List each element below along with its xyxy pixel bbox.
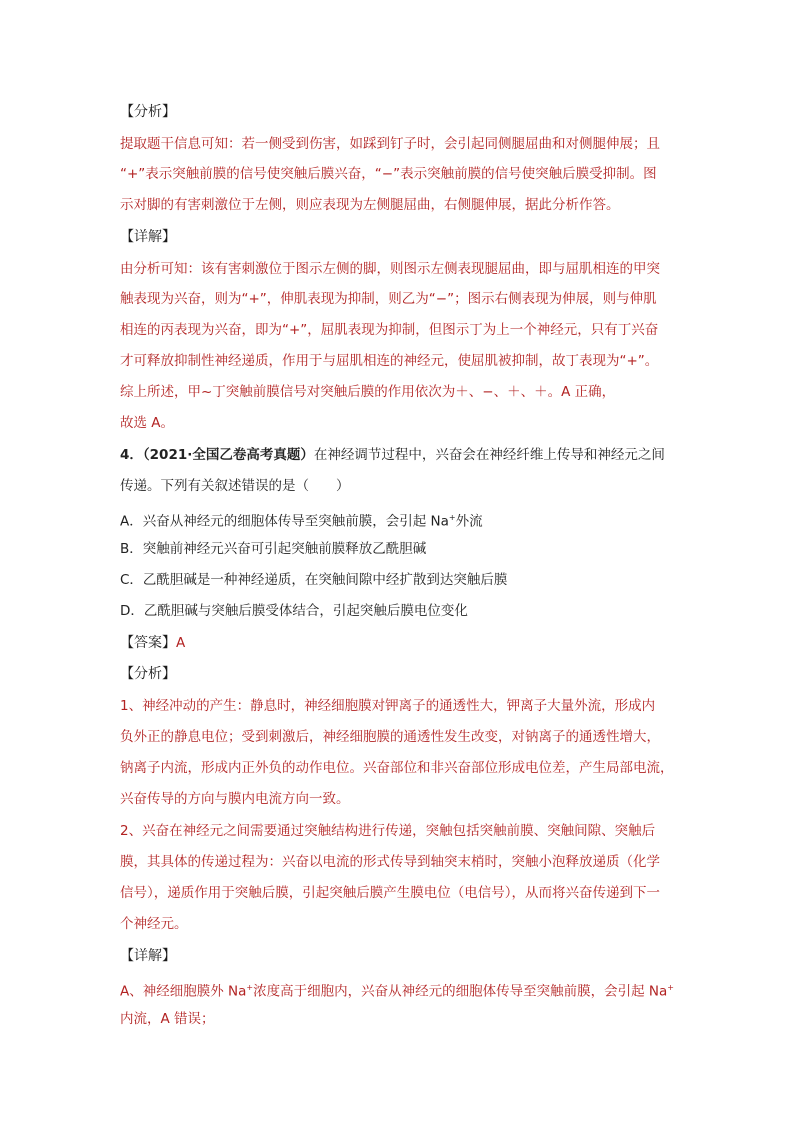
question-source: （2021·全国乙卷高考真题） — [142, 447, 314, 463]
analysis-line: 信号），递质作用于突触后膜，引起突触后膜产生膜电位（电信号），从而将兴奋传递到下一 — [120, 885, 660, 901]
detail-line — [120, 978, 674, 1002]
detail-line: 综上所述，甲~丁突触前膜信号对突触后膜的作用依次为＋、−、＋、＋。A 正确， — [120, 384, 616, 400]
detail-line: 内流，A 错误； — [120, 1011, 215, 1027]
detail-line: 才可释放抑制性神经递质，作用于与屈肌相连的神经元，使屈肌被抑制，故丁表现为“+”。 — [120, 353, 659, 369]
analysis-line: 兴奋传导的方向与膜内电流方向一致。 — [120, 791, 350, 807]
analysis-line: 示对脚的有害刺激位于左侧，则应表现为左侧腿屈曲，右侧腿伸展，据此分析作答。 — [120, 197, 620, 213]
analysis-line: 提取题干信息可知：若一侧受到伤害，如踩到钉子时，会引起同侧腿屈曲和对侧腿伸展；且 — [120, 136, 660, 152]
option-a-superscript: + — [448, 513, 456, 522]
analysis-line: 膜，其具体的传递过程为：兴奋以电流的形式传导到轴突末梢时，突触小泡释放递质（化学 — [120, 854, 660, 870]
analysis-heading: 【分析】 — [120, 666, 176, 682]
analysis-heading: 【分析】 — [120, 104, 176, 120]
analysis-line: 钠离子内流，形成内正外负的动作电位。兴奋部位和非兴奋部位形成电位差，产生局部电流， — [120, 760, 674, 776]
detail-line: 相连的丙表现为兴奋，即为“+”，屈肌表现为抑制，但图示丁为上一个神经元，只有丁兴奋 — [120, 322, 659, 338]
analysis-line: 1、神经冲动的产生：静息时，神经细胞膜对钾离子的通透性大，钾离子大量外流，形成内 — [120, 698, 656, 714]
question-stem-text: 在神经调节过程中，兴奋会在神经纤维上传导和神经元之间 — [313, 447, 665, 463]
detail-text-mid: 浓度高于细胞内，兴奋从神经元的细胞体传导至突触前膜，会引起 Na — [253, 983, 668, 1000]
question-stem — [120, 445, 665, 465]
option-a-text: A．兴奋从神经元的细胞体传导至突触前膜，会引起 Na — [120, 513, 449, 530]
detail-superscript: + — [246, 983, 254, 992]
analysis-line: “+”表示突触前膜的信号使突触后膜兴奋，“−”表示突触前膜的信号使突触后膜受抑制。图 — [120, 166, 657, 182]
analysis-line: 个神经元。 — [120, 916, 188, 932]
analysis-line: 负外正的静息电位；受到刺激后，神经细胞膜的通透性发生改变，对钠离子的通透性增大， — [120, 729, 660, 745]
answer-value: A — [176, 635, 186, 651]
analysis-line: 2、兴奋在神经元之间需要通过突触结构进行传递，突触包括突触前膜、突触间隙、突触后 — [120, 823, 656, 839]
detail-text: A、神经细胞膜外 Na — [120, 983, 247, 1000]
option-d: D．乙酰胆碱与突触后膜受体结合，引起突触后膜电位变化 — [120, 603, 468, 619]
answer-label: 【答案】 — [120, 635, 176, 651]
detail-heading: 【详解】 — [120, 229, 176, 245]
option-c: C．乙酰胆碱是一种神经递质，在突触间隙中经扩散到达突触后膜 — [120, 572, 508, 588]
question-stem-line2: 传递。下列有关叙述错误的是（ ） — [120, 478, 350, 494]
question-number: 4． — [120, 447, 143, 463]
detail-superscript: + — [667, 983, 674, 992]
option-b: B．突触前神经元兴奋可引起突触前膜释放乙酰胆碱 — [120, 541, 427, 557]
detail-line: 触表现为兴奋，则为“+”，伸肌表现为抑制，则乙为“−”；图示右侧表现为伸展，则与伸肌 — [120, 291, 657, 307]
answer — [120, 633, 185, 653]
option-a — [120, 508, 483, 532]
detail-line: 故选 A。 — [120, 415, 175, 431]
option-a-tail: 外流 — [455, 513, 483, 530]
detail-heading: 【详解】 — [120, 948, 176, 964]
detail-line: 由分析可知：该有害刺激位于图示左侧的脚，则图示左侧表现腿屈曲，即与屈肌相连的甲突 — [120, 261, 660, 277]
